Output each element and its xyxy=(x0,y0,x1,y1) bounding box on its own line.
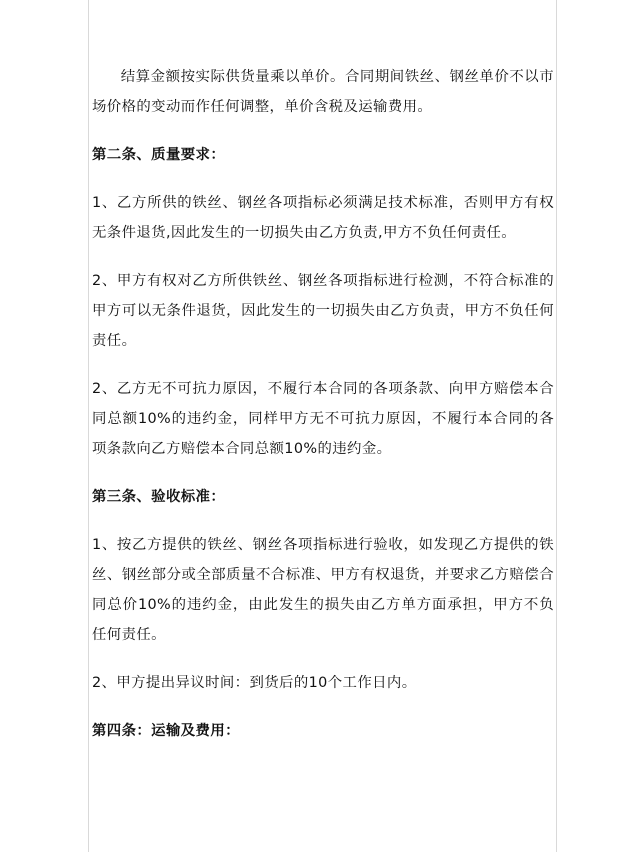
paragraph-article-2-item-2: 2、甲方有权对乙方所供铁丝、钢丝各项指标进行检测，不符合标准的甲方可以无条件退货，因此发生的一切损失由乙方负责，甲方不负任何责任。 xyxy=(92,273,554,349)
paragraph-article-3-item-1: 1、按乙方提供的铁丝、钢丝各项指标进行验收，如发现乙方提供的铁丝、钢丝部分或全部质量不合标准、甲方有权退货，并要求乙方赔偿合同总价10%的违约金，由此发生的损失由乙方单方面承担，甲方不负任何责任。 xyxy=(92,537,554,643)
paragraph-settlement-amount: 结算金额按实际供货量乘以单价。合同期间铁丝、钢丝单价不以市场价格的变动而作任何调整，单价含税及运输费用。 xyxy=(92,69,554,115)
right-margin-guide xyxy=(556,0,557,852)
document-text-body xyxy=(92,62,554,764)
heading-article-2: 第二条、质量要求： xyxy=(92,147,226,163)
paragraph-article-3-item-2: 2、甲方提出异议时间：到货后的10个工作日内。 xyxy=(92,675,417,691)
left-margin-guide xyxy=(88,0,89,852)
heading-article-4: 第四条：运输及费用： xyxy=(92,723,240,739)
paragraph-article-2-item-1: 1、乙方所供的铁丝、钢丝各项指标必须满足技术标准，否则甲方有权无条件退货,因此发生的一切损失由乙方负责,甲方不负任何责任。 xyxy=(92,195,554,241)
paragraph-article-2-item-3: 2、乙方无不可抗力原因，不履行本合同的各项条款、向甲方赔偿本合同总额10%的违约金，同样甲方无不可抗力原因，不履行本合同的各项条款向乙方赔偿本合同总额10%的违约金。 xyxy=(92,381,554,457)
heading-article-3: 第三条、验收标准： xyxy=(92,489,226,505)
